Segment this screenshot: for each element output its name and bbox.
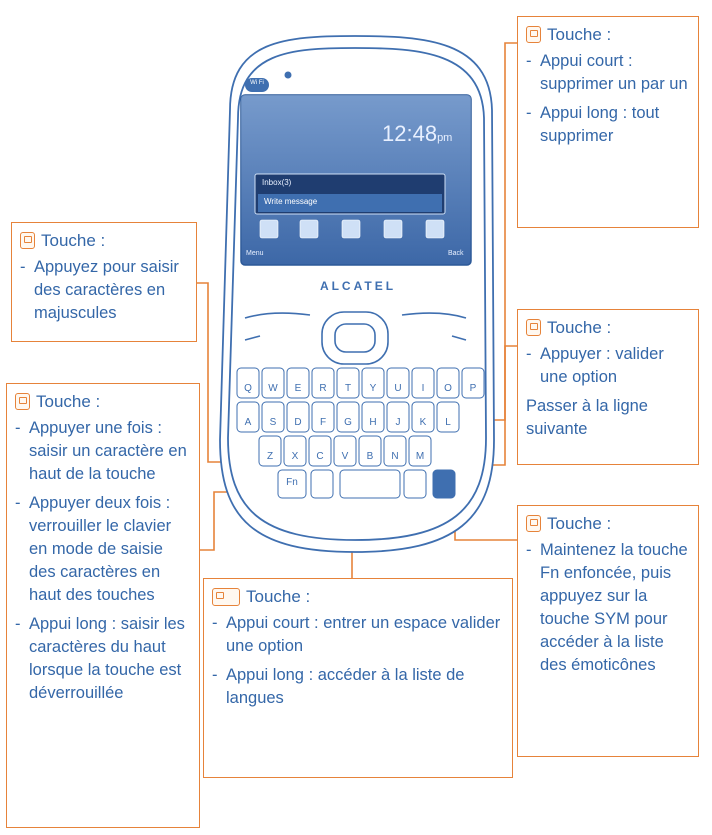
- key-label: C: [316, 451, 324, 462]
- callout-text: Appuyez pour saisir des caractères en majuscules: [34, 258, 179, 322]
- key-label: D: [294, 417, 302, 428]
- key-label: X: [291, 451, 299, 462]
- callout-text: Passer à la ligne suivante: [526, 397, 648, 438]
- callout-line: [526, 102, 690, 148]
- callout-text: Appui long : accéder à la liste de langues: [226, 666, 465, 707]
- callout-dash: -: [212, 666, 218, 684]
- callout-dash: -: [212, 614, 218, 632]
- key-label: Y: [369, 383, 377, 394]
- callout-alt-key: [6, 383, 200, 828]
- callout-dash: -: [526, 541, 532, 559]
- clock-readout: [382, 121, 452, 147]
- key-label: L: [445, 417, 451, 428]
- callout-line: [15, 613, 191, 705]
- callout-text: Appuyer une fois : saisir un caractère en haut de la touche: [29, 419, 187, 483]
- key-label: M: [415, 451, 425, 462]
- key-label: T: [344, 383, 352, 394]
- brand-label: ALCATEL: [319, 279, 397, 293]
- key-label: F: [319, 417, 327, 428]
- enter-key-icon: [526, 319, 541, 336]
- delete-key-icon: [526, 26, 541, 43]
- softkey-left-label[interactable]: Menu: [246, 250, 264, 257]
- key-label: H: [369, 417, 377, 428]
- key-label: N: [391, 451, 399, 462]
- callout-title: Touche :: [547, 318, 612, 337]
- key-label: S: [269, 417, 277, 428]
- key-facebook[interactable]: [433, 470, 455, 498]
- key-label: P: [469, 383, 477, 394]
- key-label: Q: [244, 383, 252, 394]
- callout-text: Appuyer : valider une option: [540, 345, 664, 386]
- callout-sym-key: [517, 505, 699, 757]
- key-label: Z: [266, 451, 274, 462]
- key-label: E: [294, 383, 302, 394]
- callout-dash: -: [15, 494, 21, 512]
- callout-shift-key: [11, 222, 197, 342]
- key-label: G: [344, 417, 352, 428]
- callout-title: Touche :: [547, 514, 612, 533]
- callout-dash: -: [20, 258, 26, 276]
- callout-line: [20, 256, 188, 325]
- callout-line: [526, 343, 690, 389]
- callout-text: Appui court : entrer un espace valider une option: [226, 614, 501, 655]
- sym-key-icon: [526, 515, 541, 532]
- callout-line: [526, 539, 690, 677]
- callout-line: [212, 664, 504, 710]
- key-sym[interactable]: [311, 470, 333, 498]
- callout-title: Touche :: [246, 587, 311, 606]
- clock-suffix: pm: [437, 132, 453, 144]
- camera-dot: [285, 72, 292, 79]
- key-space[interactable]: [340, 470, 400, 498]
- callout-line: [15, 417, 191, 486]
- key-question[interactable]: [404, 470, 426, 498]
- callout-line: [15, 492, 191, 607]
- callout-text: Appui court : supprimer un par un: [540, 52, 688, 93]
- callout-dash: -: [15, 615, 21, 633]
- callout-text: Appui long : tout supprimer: [540, 104, 660, 145]
- alt-key-icon: [15, 393, 30, 410]
- callout-line: [212, 612, 504, 658]
- clock-time: 12:48: [382, 121, 438, 146]
- callout-space-key: [203, 578, 513, 778]
- callout-title: Touche :: [36, 392, 101, 411]
- key-label: O: [444, 383, 452, 394]
- key-label: W: [268, 383, 278, 394]
- key-label: I: [421, 383, 425, 394]
- key-label: K: [419, 417, 427, 428]
- callout-line: [526, 395, 690, 441]
- callout-text: Maintenez la touche Fn enfoncée, puis appuyez sur la touche SYM pour accéder à la liste des émoticônes: [540, 541, 688, 674]
- callout-title: Touche :: [41, 231, 106, 250]
- screen-menu-item-write[interactable]: Write message: [264, 197, 318, 206]
- callout-text: Appui long : saisir les caractères du haut lorsque la touche est déverrouillée: [29, 615, 185, 702]
- callout-dash: -: [526, 345, 532, 363]
- callout-delete-key: [517, 16, 699, 228]
- callout-dash: -: [526, 52, 532, 70]
- callout-dash: -: [526, 104, 532, 122]
- callout-text: Appuyer deux fois : verrouiller le clavier en mode de saisie des caractères en haut des touches: [29, 494, 172, 604]
- space-key-icon: [212, 588, 240, 606]
- callout-enter-key: [517, 309, 699, 465]
- key-label: A: [244, 417, 252, 428]
- callout-line: [526, 50, 690, 96]
- shift-key-icon: [20, 232, 35, 249]
- key-label: U: [394, 383, 402, 394]
- key-label: B: [366, 451, 374, 462]
- wifi-badge-label: Wi Fi: [250, 80, 264, 86]
- screen-menu-item-inbox[interactable]: Inbox(3): [262, 178, 292, 187]
- callout-title: Touche :: [547, 25, 612, 44]
- key-fn-label: Fn: [286, 477, 298, 488]
- softkey-right-label[interactable]: Back: [448, 250, 464, 257]
- key-label: R: [319, 383, 327, 394]
- key-label: J: [395, 417, 401, 428]
- key-label: V: [341, 451, 349, 462]
- callout-dash: -: [15, 419, 21, 437]
